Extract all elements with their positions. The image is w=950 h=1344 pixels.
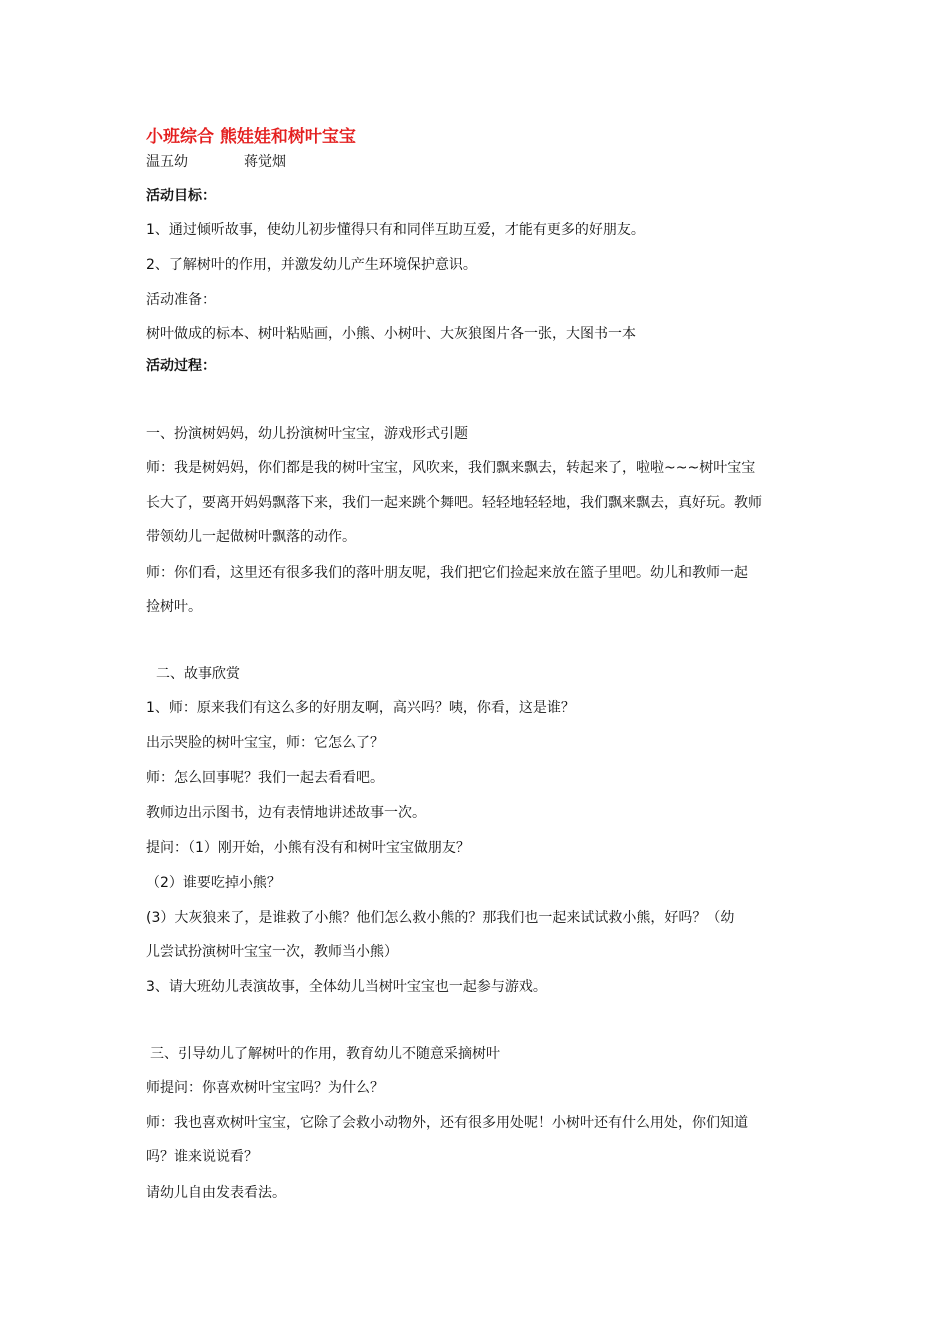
paragraph-line: 师提问：你喜欢树叶宝宝吗？为什么？ (146, 1080, 384, 1096)
paragraph-line: 长大了，要离开妈妈飘落下来，我们一起来跳个舞吧。轻轻地轻轻地，我们飘来飘去，真好玩。教师 (146, 495, 762, 511)
goals-heading: 活动目标： (146, 188, 216, 204)
section3-heading: 三、引导幼儿了解树叶的作用，教育幼儿不随意采摘树叶 (150, 1046, 500, 1062)
prep-heading: 活动准备： (146, 292, 216, 308)
goal-item: 1、通过倾听故事，使幼儿初步懂得只有和同伴互助互爱，才能有更多的好朋友。 (146, 222, 645, 238)
document-title: 小班综合 熊娃娃和树叶宝宝 (146, 127, 356, 147)
paragraph-line: 师：我也喜欢树叶宝宝，它除了会救小动物外，还有很多用处呢！小树叶还有什么用处，你们知道 (146, 1115, 748, 1131)
paragraph-line: 提问：（1）刚开始，小熊有没有和树叶宝宝做朋友？ (146, 840, 470, 856)
school-name: 温五幼 (146, 154, 188, 170)
paragraph-line: 请幼儿自由发表看法。 (146, 1185, 286, 1201)
section1-heading: 一、扮演树妈妈，幼儿扮演树叶宝宝，游戏形式引题 (146, 426, 468, 442)
prep-text: 树叶做成的标本、树叶粘贴画，小熊、小树叶、大灰狼图片各一张，大图书一本 (146, 326, 636, 342)
paragraph-line: 吗？谁来说说看？ (146, 1149, 258, 1165)
paragraph-line: 师：你们看，这里还有很多我们的落叶朋友呢，我们把它们捡起来放在篮子里吧。幼儿和教师一起 (146, 565, 748, 581)
paragraph-line: 带领幼儿一起做树叶飘落的动作。 (146, 529, 356, 545)
paragraph-line: 1、师：原来我们有这么多的好朋友啊，高兴吗？咦，你看，这是谁？ (146, 700, 575, 716)
paragraph-line: (3）大灰狼来了，是谁救了小熊？他们怎么救小熊的？那我们也一起来试试救小熊，好吗？（幼 (146, 910, 735, 926)
author-line (146, 152, 286, 172)
paragraph-line: 教师边出示图书，边有表情地讲述故事一次。 (146, 805, 426, 821)
paragraph-line: 3、请大班幼儿表演故事，全体幼儿当树叶宝宝也一起参与游戏。 (146, 979, 547, 995)
paragraph-line: 捡树叶。 (146, 599, 202, 615)
author-name: 蒋觉烟 (244, 154, 286, 170)
paragraph-line: 儿尝试扮演树叶宝宝一次，教师当小熊） (146, 944, 398, 960)
section2-heading: 二、故事欣赏 (156, 666, 240, 682)
paragraph-line: 师：我是树妈妈，你们都是我的树叶宝宝，风吹来，我们飘来飘去，转起来了，啦啦~~~树叶宝宝 (146, 460, 756, 476)
paragraph-line: 出示哭脸的树叶宝宝，师：它怎么了？ (146, 735, 384, 751)
process-heading: 活动过程： (146, 358, 216, 374)
goal-item: 2、了解树叶的作用，并激发幼儿产生环境保护意识。 (146, 257, 477, 273)
paragraph-line: 师：怎么回事呢？我们一起去看看吧。 (146, 770, 384, 786)
paragraph-line: （2）谁要吃掉小熊？ (146, 875, 281, 891)
